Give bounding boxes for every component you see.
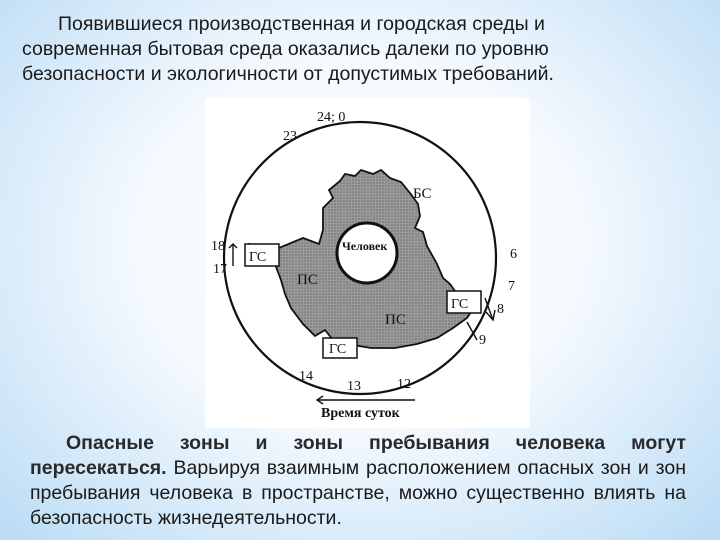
human-circle	[337, 223, 397, 283]
hour-8: 8	[497, 302, 504, 317]
conclusion-bold: Опасные зоны и зоны пребывания человека могут пересекаться.	[30, 432, 686, 479]
conclusion-rest: Варьируя взаимным расположением опасных зон и зон пребывания человека в пространстве, можно существенно влиять на безопасность жизнедеятельности.	[30, 457, 686, 529]
intro-paragraph	[22, 12, 690, 87]
label-chelovek: Человек	[342, 239, 388, 253]
hour-23: 23	[283, 129, 297, 144]
intro-line-1: Появившиеся производственная и городская среды и	[58, 13, 545, 35]
zones-diagram	[205, 98, 530, 428]
hour-13: 13	[347, 379, 361, 394]
label-gs-right: ГС	[451, 297, 469, 312]
hour-24: 24; 0	[317, 110, 346, 125]
hour-18: 18	[211, 239, 225, 254]
intro-line-3: безопасности и экологичности от допустимых требований.	[22, 63, 554, 85]
hour-7: 7	[508, 279, 515, 294]
conclusion-paragraph	[30, 431, 686, 531]
hour-17: 17	[213, 262, 227, 277]
label-ps-left: ПС	[297, 272, 318, 288]
caption-time-of-day: Время суток	[321, 406, 400, 421]
hour-12: 12	[397, 377, 411, 392]
label-gs-left: ГС	[249, 250, 267, 265]
label-ps-right: ПС	[385, 312, 406, 328]
intro-line-2: современная бытовая среда оказались далеки по уровню	[22, 38, 549, 60]
hour-14: 14	[299, 369, 313, 384]
label-gs-bottom: ГС	[329, 342, 347, 357]
hour-9: 9	[479, 333, 486, 348]
hour-6: 6	[510, 247, 517, 262]
label-bs: БС	[413, 186, 432, 202]
zones-diagram-svg	[205, 98, 530, 428]
